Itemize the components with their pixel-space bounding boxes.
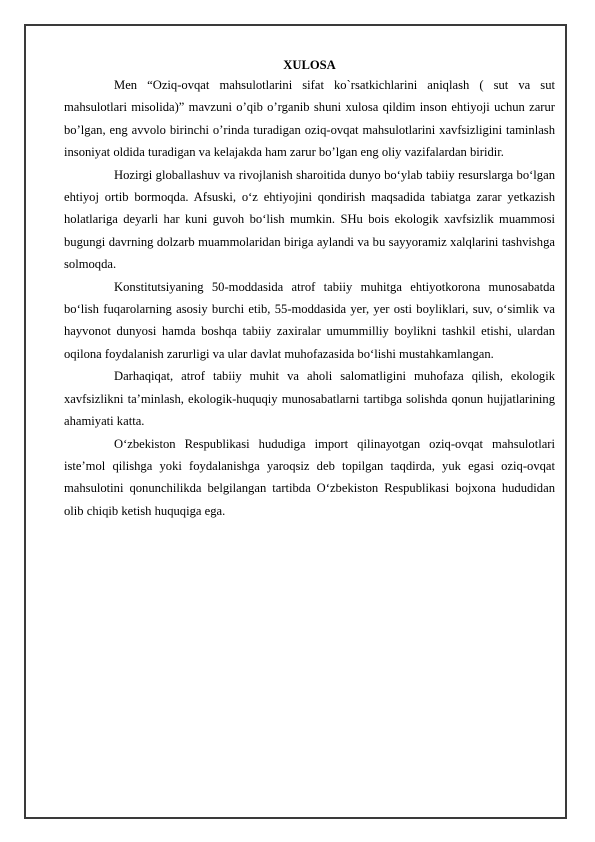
paragraph-import-rules: O‘zbekiston Respublikasi hududiga import qilinayotgan oziq-ovqat mahsulotlari iste’mol qilishga yoki foydalanishga yaroqsiz deb topilgan taqdirda, yuk egasi oziq-ovqat mahsulotini qonunchilikda belgilangan tartibda O‘zbekiston Respublikasi bojxona hududidan olib chiqib ketish huquqiga ega. [64,436,555,518]
paragraph-legislation: Darhaqiqat, atrof tabiiy muhit va aholi salomatligini muhofaza qilish, ekologik xavfsizlikni ta’minlash, ekologik-huquqiy munosabatlarni tartibga solishda qonun hujjatlarining ahamiyati katta. [64,369,555,429]
paragraph-globalization: Hozirgi globallashuv va rivojlanish sharoitida dunyo bo‘ylab tabiiy resurslarga bo‘lgan ehtiyoj ortib bormoqda. Afsuski, o‘z ehtiyojini qondirish maqsadida tabiatga zarar yetkazish holatlariga deyarli har kuni guvoh bo‘lish mumkin. SHu bois ekologik xavfsizlik muammosi bugungi davrning dolzarb muammolaridan biriga aylandi va bu sayyoramiz xalqlarini tashvishga solmoqda. [64,167,555,272]
paragraph-constitution: Konstitutsiyaning 50-moddasida atrof tabiiy muhitga ehtiyotkorona munosabatda bo‘lish fuqarolarning asosiy burchi etib, 55-moddasida yer, yer osti boyliklari, suv, o‘simlik va hayvonot dunyosi hamda boshqa tabiiy zaxiralar umummilliy boylikni tashkil etishi, ulardan oqilona foydalanish zarurligi va ular davlat muhofazasida bo‘lishi mustahkamlangan. [64,279,555,361]
document-title: XULOSA [283,58,336,72]
document-body [64,57,555,522]
paragraph-conclusion-intro: Men “Oziq-ovqat mahsulotlarini sifat ko`rsatkichlarini aniqlash ( sut va sut mahsulotlari misolida)” mavzuni o’qib o’rganib shuni xulosa qildim inson ehtiyoji uchun zarur bo’lgan, eng avvolo birinchi o’rinda turadigan oziq-ovqat mahsulotlarini xavfsizligini taminlash insoniyat oldida turadigan va kelajakda ham zarur bo’lgan eng oliy vazifalardan biridir. [64,78,555,160]
